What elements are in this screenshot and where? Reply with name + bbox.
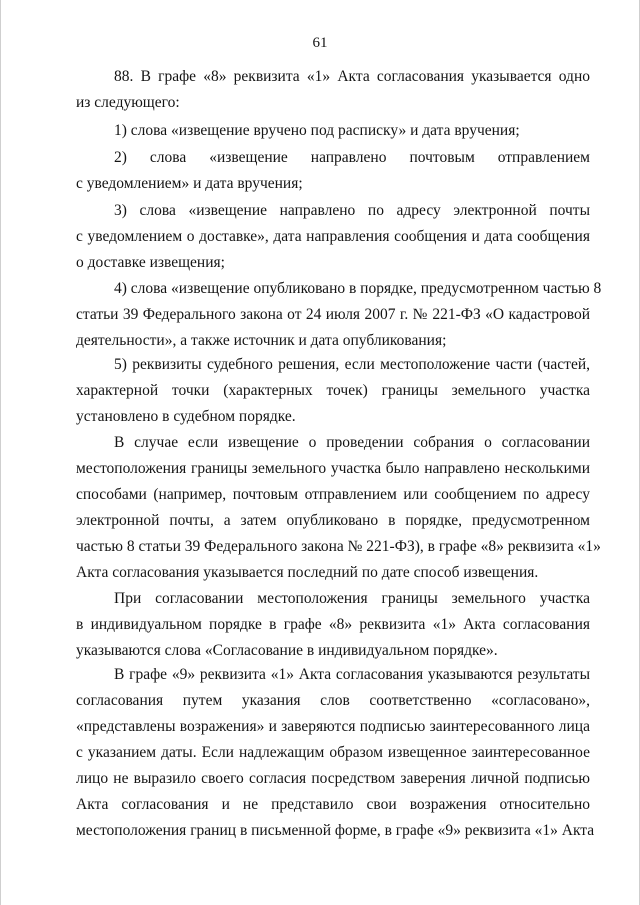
text-line: местоположения границы земельного участка было направлено несколькими [76,460,590,477]
text-line: установлено в судебном порядке. [76,408,296,425]
text-line: характерной точки (характерных точек) границы земельного участка [76,382,590,399]
paragraph-individual-approval [76,586,590,664]
text-line: с уведомлением о доставке», дата направления сообщения и дата сообщения [76,228,590,245]
list-item-4 [76,276,602,354]
text-line: При согласовании местоположения границы земельного участка [114,590,590,607]
text-line: 88. В графе «8» реквизита «1» Акта согласования указывается одно [114,68,590,85]
text-line: способами (например, почтовым отправлением или сообщением по адресу [76,486,590,503]
text-line: из следующего: [76,94,180,111]
text-line: 2) слова «извещение направлено почтовым отправлением [114,149,590,166]
list-item-5 [76,352,590,430]
text-line: Акта согласования указывается последний по дате способ извещения. [76,564,539,581]
text-line: лицо не выразило своего согласия посредством заверения личной подписью [76,770,590,787]
text-line: с указанием даты. Если надлежащим образом извещенное заинтересованное [76,744,590,761]
text-line: 5) реквизиты судебного решения, если местоположение части (частей, [114,356,590,373]
text-line: в индивидуальном порядке в графе «8» реквизита «1» Акта согласования [76,616,590,633]
text-line: 4) слова «извещение опубликовано в порядке, предусмотренном частью 8 [114,280,602,297]
text-line: В случае если извещение о проведении собрания о согласовании [114,434,590,451]
paragraph-column-9 [76,662,595,844]
text-line: 1) слова «извещение вручено под расписку» и дата вручения; [114,122,520,139]
text-line: В графе «9» реквизита «1» Акта согласования указываются результаты [114,666,590,683]
text-line: деятельности», а также источник и дата опубликования; [76,332,447,349]
text-line: указываются слова «Согласование в индивидуальном порядке». [76,642,498,659]
text-line: статьи 39 Федерального закона от 24 июля 2007 г. № 221-ФЗ «О кадастровой [76,306,590,323]
scan-edge-left [0,0,1,905]
text-line: о доставке извещения; [76,254,225,271]
list-item-1 [76,118,590,144]
text-line: согласования путем указания слов соответственно «согласовано», [76,692,590,709]
text-line: электронной почты, а затем опубликовано в порядке, предусмотренном [76,512,590,529]
list-item-3 [76,198,590,276]
paragraph-88-intro [76,64,590,116]
text-line: местоположения границ в письменной форме, в графе «9» реквизита «1» Акта [76,822,595,839]
paragraph-multiple-notices [76,430,601,586]
text-line: «представлены возражения» и заверяются подписью заинтересованного лица [76,718,590,735]
list-item-2 [76,145,590,197]
text-line: с уведомлением» и дата вручения; [76,175,303,192]
text-line: частью 8 статьи 39 Федерального закона № 221-ФЗ), в графе «8» реквизита «1» [76,538,601,555]
text-line: Акта согласования и не представило свои возражения относительно [76,796,590,813]
text-line: 3) слова «извещение направлено по адресу электронной почты [114,202,590,219]
page-number: 61 [312,35,328,51]
